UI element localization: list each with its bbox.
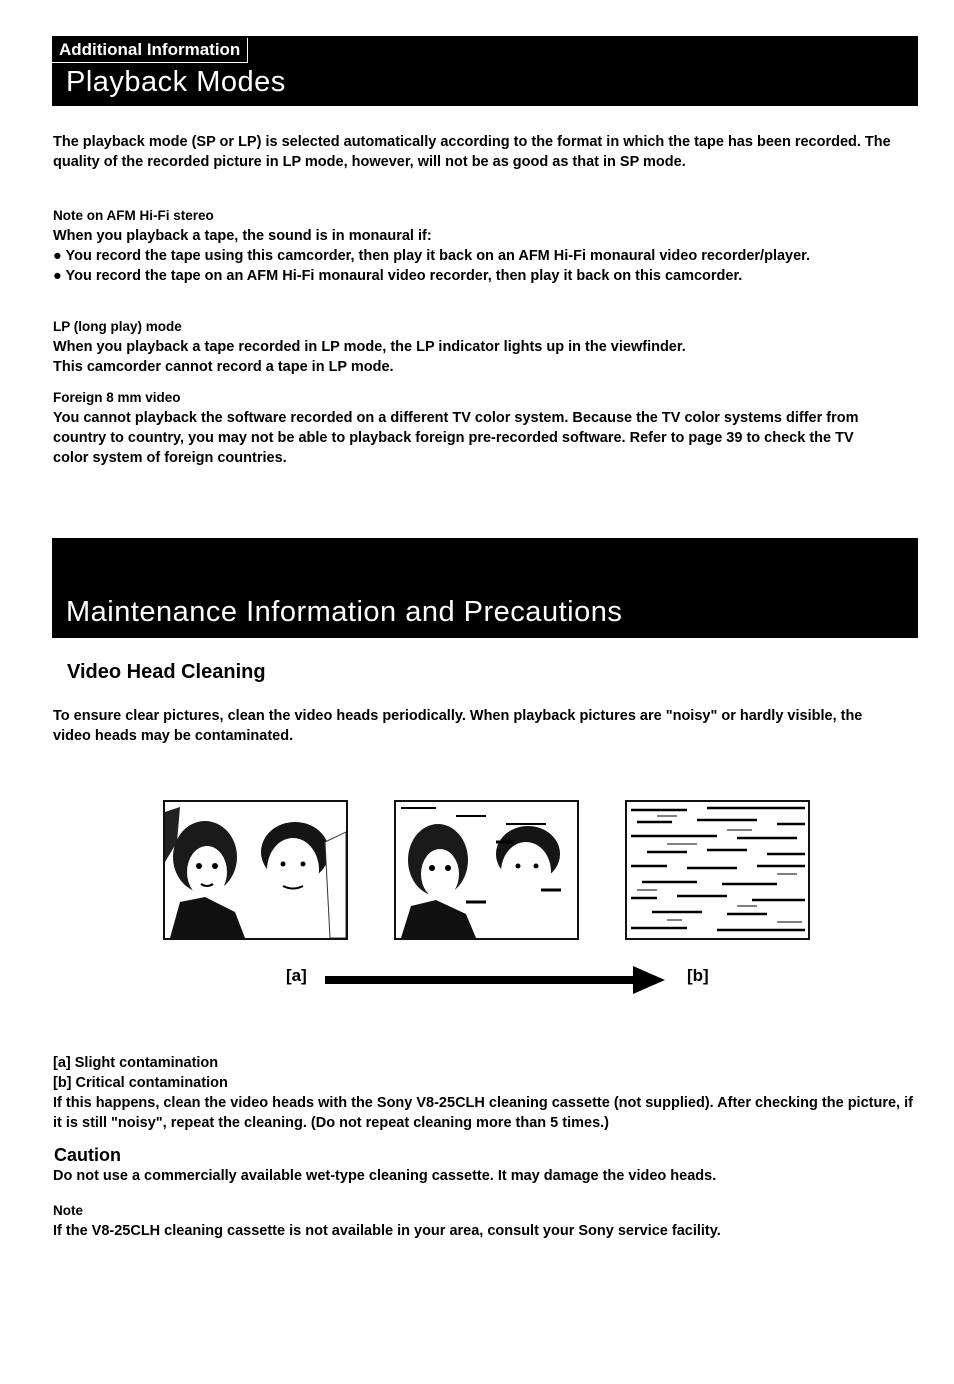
foreign-video-note	[53, 388, 893, 468]
note-heading: Note	[53, 1203, 83, 1218]
legend-a	[53, 1053, 913, 1073]
afm-bullet-2-text: You record the tape on an AFM Hi-Fi monaural video recorder, then play it back on this camcorder.	[65, 268, 743, 284]
cleaning-instructions: If this happens, clean the video heads with the Sony V8-25CLH cleaning cassette (not supplied). After checking the picture, if it is still "noisy", repeat the cleaning. (Do not repeat cleaning more than 5 times.)	[53, 1095, 913, 1131]
caution-heading: Caution	[54, 1145, 121, 1165]
afm-bullet-1: ● You record the tape using this camcorder, then play it back on an AFM Hi-Fi monaural video recorder/player.	[53, 248, 811, 264]
cleaning-intro-text: To ensure clear pictures, clean the video heads periodically. When playback pictures are "noisy" or hardly visible, the video heads may be contaminated.	[53, 708, 863, 744]
legend-a-text: Slight contamination	[70, 1055, 219, 1071]
maintenance-title: Maintenance Information and Precautions	[66, 596, 623, 628]
legend-a-key: [a]	[53, 1055, 71, 1071]
video-head-cleaning-heading: Video Head Cleaning	[67, 661, 266, 683]
static-noise-image	[627, 802, 808, 938]
foreign-video-heading: Foreign 8 mm video	[53, 390, 181, 405]
afm-note-lead: When you playback a tape, the sound is in monaural if:	[53, 228, 432, 244]
playback-modes-banner	[52, 36, 918, 106]
lp-mode-line-1: When you playback a tape recorded in LP mode, the LP indicator lights up in the viewfinder.	[53, 339, 686, 355]
label-a: [a]	[286, 966, 307, 985]
playback-intro	[53, 132, 893, 172]
contamination-arrow	[325, 964, 667, 996]
playback-intro-text: The playback mode (SP or LP) is selected automatically according to the format in which the tape has been recorded. The quality of the recorded picture in LP mode, however, will not be as good as that in SP mode.	[53, 134, 891, 170]
cleaning-intro	[53, 706, 893, 746]
afm-note-heading: Note on AFM Hi-Fi stereo	[53, 208, 214, 223]
two-faces-image	[165, 802, 346, 938]
maintenance-banner	[52, 538, 918, 638]
caution-text: Do not use a commercially available wet-type cleaning cassette. It may damage the video heads.	[53, 1168, 717, 1184]
critical-noise-picture	[625, 800, 810, 940]
lp-mode-note	[53, 317, 893, 377]
note-text: If the V8-25CLH cleaning cassette is not available in your area, consult your Sony service facility.	[53, 1223, 721, 1239]
label-b: [b]	[687, 966, 709, 985]
afm-bullet-2: ● You record the tape on an AFM Hi-Fi monaural video recorder, then play it back on this camcorder.	[53, 268, 743, 284]
afm-bullet-1-text: You record the tape using this camcorder, then play it back on an AFM Hi-Fi monaural video recorder/player.	[65, 248, 811, 264]
legend-b-key: [b]	[53, 1075, 72, 1091]
moderate-noise-picture	[394, 800, 579, 940]
legend-b-text: Critical contamination	[71, 1075, 228, 1091]
contamination-legend	[53, 1053, 913, 1133]
slight-noise-picture	[163, 800, 348, 940]
lp-mode-line-2: This camcorder cannot record a tape in LP mode.	[53, 359, 394, 375]
lp-mode-heading: LP (long play) mode	[53, 319, 182, 334]
section-tag: Additional Information	[52, 38, 248, 63]
afm-note	[53, 206, 893, 286]
foreign-video-text: You cannot playback the software recorded on a different TV color system. Because the TV color systems differ from country to country, you may not be able to playback foreign pre-recorded software. Refer to page 39 to check the TV color system of foreign countries.	[53, 410, 859, 466]
legend-b	[53, 1073, 913, 1093]
page-title: Playback Modes	[66, 66, 286, 98]
note-block	[53, 1201, 893, 1241]
noisy-faces-image	[396, 802, 577, 938]
